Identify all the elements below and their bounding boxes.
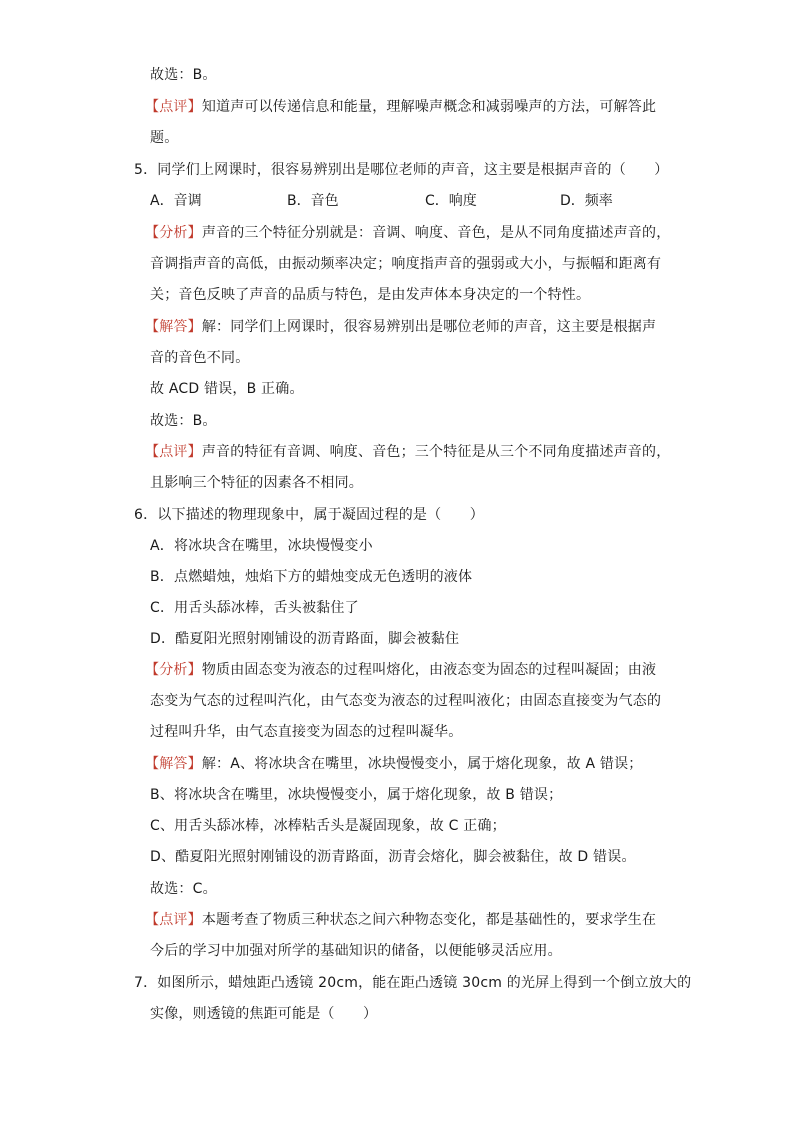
q4-comment-line2: 题。 [150,130,179,146]
q6-answer-line1 [145,755,642,773]
q5-option-c: C．响度 [425,193,477,209]
q5-option-b: B．音色 [287,193,339,209]
answer-text: 解：A、将冰块含在嘴里，冰块慢慢变小，属于熔化现象，故 A 错误； [201,756,643,772]
q4-comment-line1 [145,98,656,116]
q6-option-c: C．用舌头舔冰棒，舌头被黏住了 [150,600,359,616]
q5-choice: 故选：B。 [150,413,217,429]
q5-answer-line2: 音的音色不同。 [150,350,250,366]
analysis-tag: 【分析】 [145,225,202,241]
q5-option-a: A．音调 [150,193,202,209]
q5-analysis-line2: 音调指声音的高低，由振动频率决定；响度指声音的强弱或大小，与振幅和距离有 [150,256,662,272]
answer-tag: 【解答】 [145,319,202,335]
q6-comment-line1 [145,911,656,929]
comment-tag: 【点评】 [145,99,202,115]
q5-stem: 5．同学们上网课时，很容易辨别出是哪位老师的声音，这主要是根据声音的（ ） [134,162,669,178]
q6-answer-line2: B、将冰块含在嘴里，冰块慢慢变小，属于熔化现象，故 B 错误； [150,787,563,803]
analysis-text: 物质由固态变为液态的过程叫熔化，由液态变为固态的过程叫凝固；由液 [201,662,657,678]
analysis-text: 声音的三个特征分别就是：音调、响度、音色，是从不同角度描述声音的， [201,225,671,241]
comment-text: 本题考查了物质三种状态之间六种物态变化，都是基础性的，要求学生在 [201,912,657,928]
q6-comment-line2: 今后的学习中加强对所学的基础知识的储备，以便能够灵活应用。 [150,943,562,959]
q5-comment-line2: 且影响三个特征的因素各不相同。 [150,475,363,491]
q7-stem-line2: 实像，则透镜的焦距可能是（ ） [150,1006,378,1022]
q5-answer-line3: 故 ACD 错误，B 正确。 [150,381,304,397]
comment-tag: 【点评】 [145,444,202,460]
q6-option-a: A．将冰块含在嘴里，冰块慢慢变小 [150,538,373,554]
q6-option-d: D．酷夏阳光照射刚铺设的沥青路面，脚会被黏住 [150,631,460,647]
q5-option-d: D．频率 [560,193,613,209]
q6-answer-line3: C、用舌头舔冰棒，冰棒粘舌头是凝固现象，故 C 正确； [150,818,506,834]
answer-text: 解：同学们上网课时，很容易辨别出是哪位老师的声音，这主要是根据声 [201,319,657,335]
comment-text: 声音的特征有音调、响度、音色；三个特征是从三个不同角度描述声音的， [201,444,671,460]
q5-analysis-line3: 关；音色反映了声音的品质与特色，是由发声体本身决定的一个特性。 [150,287,591,303]
q6-option-b: B．点燃蜡烛，烛焰下方的蜡烛变成无色透明的液体 [150,569,473,585]
q6-analysis-line1 [145,661,656,679]
q6-choice: 故选：C。 [150,881,217,897]
comment-tag: 【点评】 [145,912,202,928]
q5-answer-line1 [145,318,656,336]
q5-comment-line1 [145,443,670,461]
q5-analysis-line1 [145,224,670,242]
q6-analysis-line3: 过程叫升华，由气态直接变为固态的过程叫凝华。 [150,724,463,740]
q6-stem: 6．以下描述的物理现象中，属于凝固过程的是（ ） [134,507,484,523]
q6-analysis-line2: 态变为气态的过程叫汽化，由气态变为液态的过程叫液化；由固态直接变为气态的 [150,693,662,709]
q6-answer-line4: D、酷夏阳光照射刚铺设的沥青路面，沥青会熔化，脚会被黏住，故 D 错误。 [150,849,636,865]
analysis-tag: 【分析】 [145,662,202,678]
comment-text: 知道声可以传递信息和能量，理解噪声概念和减弱噪声的方法，可解答此 [201,99,657,115]
answer-tag: 【解答】 [145,756,202,772]
q7-stem-line1: 7．如图所示，蜡烛距凸透镜 20cm，能在距凸透镜 30cm 的光屏上得到一个倒立放大的 [134,975,692,991]
q4-choice: 故选：B。 [150,67,217,83]
